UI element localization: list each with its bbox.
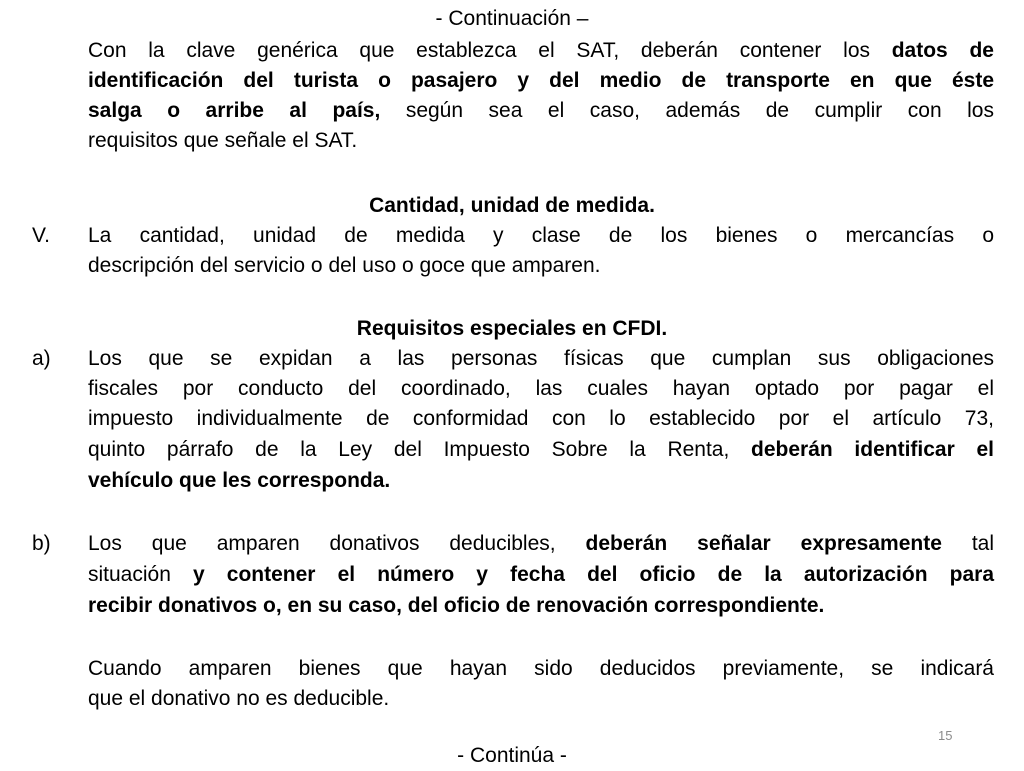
text-line — [88, 529, 994, 559]
text-segment: Cuando amparen bienes que hayan sido deducidos previamente, se indicará — [88, 657, 994, 680]
page-number: 15 — [938, 728, 953, 743]
text-segment: situación — [88, 563, 193, 586]
list-marker: a) — [32, 347, 51, 370]
text-segment: quinto párrafo de la Ley del Impuesto Sobre la Renta, — [88, 438, 752, 461]
text-line — [88, 654, 994, 684]
list-marker: b) — [32, 532, 51, 555]
bold-text-segment: deberán identificar el — [751, 438, 995, 461]
text-line — [88, 404, 994, 434]
bold-text-segment: vehículo que les corresponda. — [88, 469, 391, 492]
text-line — [88, 36, 994, 66]
text-line — [88, 221, 994, 251]
text-line — [88, 251, 994, 281]
text-segment: La cantidad, unidad de medida y clase de los bienes o mercancías o — [88, 224, 994, 247]
text-line — [88, 96, 994, 126]
text-segment: según sea el caso, además de cumplir con los — [380, 99, 994, 122]
bold-text-segment: recibir donativos o, en su caso, del oficio de renovación correspondiente. — [88, 594, 825, 617]
continues-footer: - Continúa - — [457, 744, 567, 767]
text-line — [88, 374, 994, 404]
text-segment: que el donativo no es deducible. — [88, 687, 390, 710]
text-segment: descripción del servicio o del uso o goce que amparen. — [88, 254, 601, 277]
text-line — [88, 591, 994, 621]
text-segment: Los que se expidan a las personas físicas que cumplan sus obligaciones — [88, 347, 994, 370]
text-line — [88, 344, 994, 374]
bold-text-segment: datos de — [891, 39, 994, 62]
bold-text-segment: y contener el número y fecha del oficio de la autorización para — [193, 563, 994, 586]
section-heading-special-requirements: Requisitos especiales en CFDI. — [356, 317, 668, 340]
text-line — [88, 435, 994, 465]
text-segment: tal — [941, 532, 994, 555]
text-line — [88, 126, 994, 156]
text-segment: fiscales por conducto del coordinado, las cuales hayan optado por pagar el — [88, 377, 994, 400]
continuation-header: - Continuación – — [435, 7, 589, 30]
bold-text-segment: deberán señalar expresamente — [585, 532, 942, 555]
text-segment: Los que amparen donativos deducibles, — [88, 532, 586, 555]
section-heading-quantity: Cantidad, unidad de medida. — [369, 194, 655, 217]
text-line — [88, 684, 994, 714]
text-segment: requisitos que señale el SAT. — [88, 129, 358, 152]
text-line — [88, 560, 994, 590]
text-line — [88, 466, 994, 496]
list-marker: V. — [32, 224, 50, 247]
bold-text-segment: identificación del turista o pasajero y del medio de transporte en que éste — [88, 69, 994, 92]
text-segment: impuesto individualmente de conformidad con lo establecido por el artículo 73, — [88, 407, 994, 430]
bold-text-segment: salga o arribe al país, — [88, 99, 381, 122]
text-segment: Con la clave genérica que establezca el SAT, deberán contener los — [88, 39, 892, 62]
text-line — [88, 66, 994, 96]
